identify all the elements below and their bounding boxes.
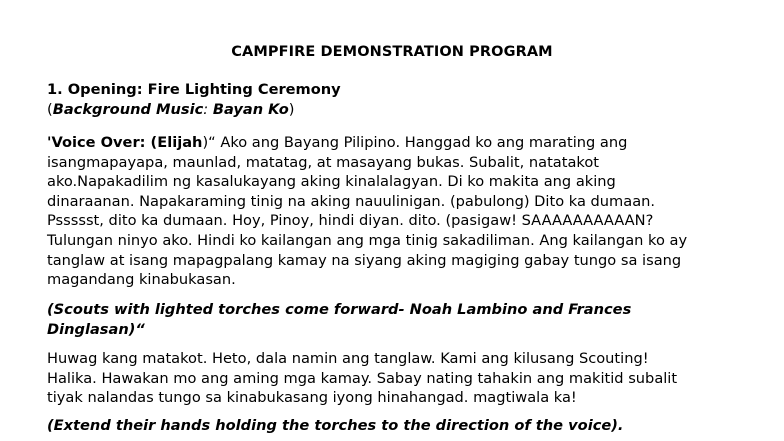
stage-direction-1: [47, 300, 747, 339]
voice-over-paragraph: [47, 133, 747, 290]
background-music-line: [47, 100, 747, 120]
music-colon: :: [203, 100, 213, 118]
voice-over-line: Tulungan ninyo ako. Hindi ko kailangan ang mga tinig sakadiliman. Ang kailangan ko ay: [47, 231, 688, 249]
section-heading: 1. Opening: Fire Lighting Ceremony: [47, 81, 341, 98]
voice-over-line: ako.Napakadilim ng kasalukayang aking kinalalagyan. Di ko makita ang aking: [47, 173, 616, 191]
voice-over-line: tanglaw at isang mapagpalang kamay na siyang aking magiging gabay tungo sa isang: [47, 251, 682, 269]
music-song: Bayan Ko: [212, 100, 289, 118]
voice-over-line: isangmapayapa, maunlad, matatag, at masayang bukas. Subalit, natatakot: [47, 153, 599, 171]
section-heading-block: [47, 80, 747, 119]
response-line: tiyak nalandas tungo sa kinabukasang iyong hinahangad. magtiwala ka!: [47, 389, 577, 407]
stage-direction-line: (Extend their hands holding the torches to the direction of the voice).: [47, 417, 624, 434]
music-close-paren: ): [288, 100, 295, 118]
voice-over-text: )“ Ako ang Bayang Pilipino. Hanggad ko ang marating ang: [202, 134, 628, 151]
response-line: Huwag kang matakot. Heto, dala namin ang tanglaw. Kami ang kilusang Scouting!: [47, 350, 649, 367]
music-label: Background Music: [52, 100, 204, 118]
response-line: Halika. Hawakan mo ang aming mga kamay. Sabay nating tahakin ang makitid subalit: [47, 369, 678, 387]
response-paragraph: [47, 349, 747, 408]
voice-over-line: Pssssst, dito ka dumaan. Hoy, Pinoy, hindi diyan. dito. (pasigaw! SAAAAAAAAAAN?: [47, 212, 654, 230]
voice-over-line: magandang kinabukasan.: [47, 271, 236, 289]
voice-over-label: 'Voice Over: (Elijah: [47, 134, 203, 151]
voice-over-line: dinaraanan. Napakaraming tinig na aking nauulinigan. (pabulong) Dito ka dumaan.: [47, 192, 656, 210]
document-title: CAMPFIRE DEMONSTRATION PROGRAM: [231, 44, 553, 60]
stage-direction-line: (Scouts with lighted torches come forward- Noah Lambino and Frances: [47, 301, 632, 318]
voice-over-line: [47, 133, 747, 153]
stage-direction-2: [47, 416, 747, 436]
stage-direction-line: Dinglasan)“: [47, 320, 145, 338]
music-open-paren: (: [47, 100, 53, 118]
